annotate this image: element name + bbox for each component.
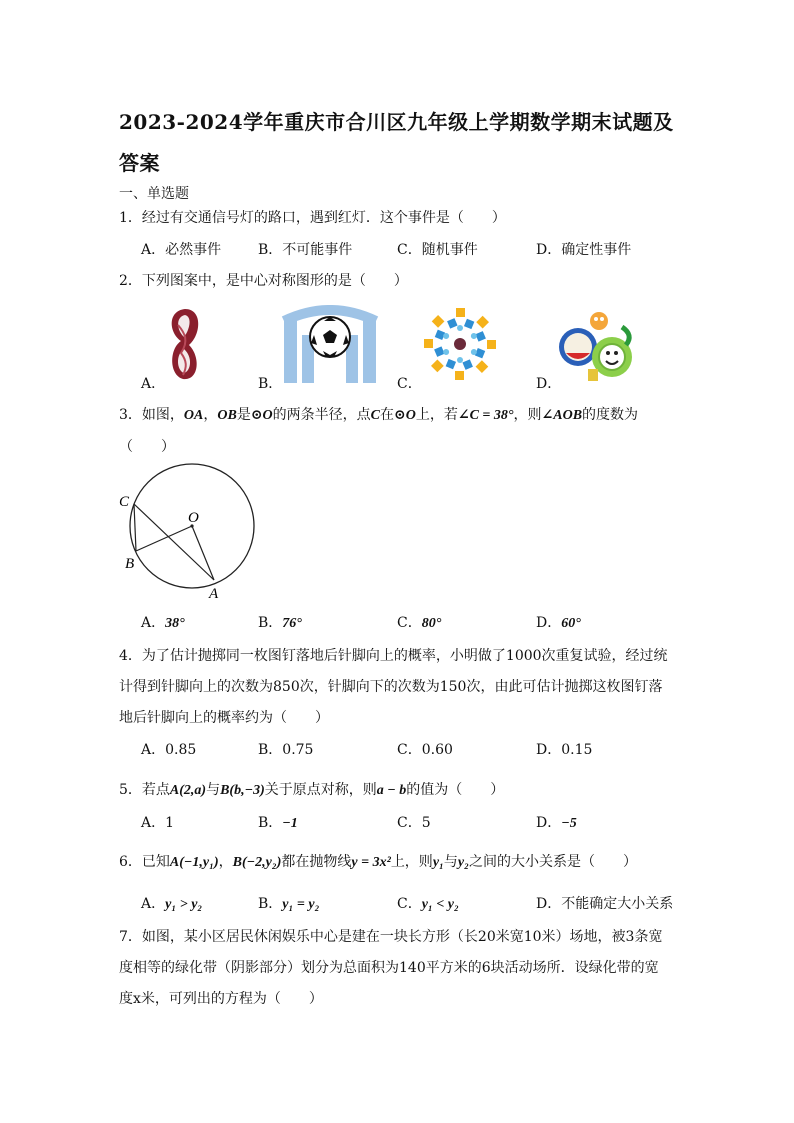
q6-text-2: 都在抛物线	[281, 854, 352, 870]
q6-parabola: y = 3x²	[351, 855, 391, 870]
q5-stem	[119, 779, 504, 799]
q6-option-b-value: y₁ = y₂	[282, 897, 320, 912]
q6-option-c-value: y₁ < y₂	[421, 897, 459, 912]
q6-option-d: D．不能确定大小关系	[536, 896, 674, 912]
q3-ob: OB	[217, 408, 237, 423]
q3-angle-aob: ∠AOB	[541, 408, 583, 423]
q1-stem: 1．经过有交通信号灯的路口，遇到红灯．这个事件是（ ）	[119, 210, 506, 226]
q7-stem-line2: 度相等的绿化带（阴影部分）划分为总面积为140平方米的6块活动场所．设绿化带的宽	[119, 960, 659, 976]
q7-stem-line3: 度x米，可列出的方程为（ ）	[119, 991, 323, 1007]
q6-y1: y₁	[432, 855, 444, 870]
q5-text-2: 与	[206, 782, 221, 798]
q3-label-a: A	[209, 586, 219, 602]
q4-option-d: D．0.15	[536, 742, 593, 758]
q2-option-c: C．	[397, 376, 422, 392]
q3-option-a-value: 38°	[165, 616, 185, 631]
q1-option-a: A．必然事件	[141, 242, 222, 258]
q2-image-c-mosaic	[419, 303, 501, 385]
q5-point-a: A(2,a)	[169, 783, 207, 798]
q2-image-d-faces	[556, 307, 638, 383]
q3-option-b-label: B．	[258, 615, 283, 631]
q3-answer-paren: （ ）	[119, 439, 175, 455]
q3-circle-o2: ⊙O	[394, 408, 416, 423]
q5-option-c: C．5	[397, 815, 431, 831]
q4-option-c: C．0.60	[397, 742, 453, 758]
q6-option-a-value: y₁ > y₂	[165, 897, 203, 912]
q3-text-1: 3．如图，	[119, 407, 184, 423]
q3-option-b-value: 76°	[282, 616, 302, 631]
q2-image-b-ball	[280, 305, 380, 383]
q6-text-5: 之间的大小关系是（ ）	[469, 854, 638, 870]
q1-option-d: D．确定性事件	[536, 242, 632, 258]
q4-option-b: B．0.75	[258, 742, 314, 758]
q3-stem	[119, 404, 638, 424]
q3-text-5: 上，若	[415, 407, 458, 423]
q3-option-a	[141, 612, 185, 632]
q3-option-c-label: C．	[397, 615, 422, 631]
q6-comma: ，	[218, 854, 233, 870]
q6-option-b	[258, 893, 319, 913]
q3-comma: ，	[203, 407, 218, 423]
q3-circle-o: ⊙O	[250, 408, 273, 423]
q6-option-a	[141, 893, 202, 913]
q3-text-2: 是	[236, 407, 251, 423]
q3-label-c: C	[119, 494, 130, 510]
q6-point-a: A(−1,y₁)	[169, 855, 219, 870]
q6-text-1: 6．已知	[119, 854, 170, 870]
q3-text-6: ，则	[513, 407, 542, 423]
q2-option-b: B．	[258, 376, 283, 392]
q3-circle-diagram	[116, 460, 266, 602]
q3-label-o: O	[188, 510, 199, 526]
q3-point-c: C	[370, 408, 381, 423]
q6-text-3: 上，则	[390, 854, 433, 870]
q5-expression: a − b	[376, 783, 407, 798]
q3-text-4: 在	[380, 407, 395, 423]
q7-stem-line1: 7．如图，某小区居民休闲娱乐中心是建在一块长方形（长20米宽10米）场地，被3条宽	[119, 929, 663, 945]
doc-title-line2: 答案	[119, 151, 160, 175]
q4-stem-line3: 地后针脚向上的概率约为（ ）	[119, 710, 329, 726]
q5-option-a: A．1	[141, 815, 175, 831]
q6-option-b-label: B．	[258, 896, 283, 912]
q6-point-b: B(−2,y₂)	[232, 855, 282, 870]
q6-y2: y₂	[457, 855, 470, 870]
q5-option-d-label: D．	[536, 815, 562, 831]
q5-text-1: 5．若点	[119, 782, 170, 798]
q6-text-4: 与	[443, 854, 458, 870]
q3-oa: OA	[183, 408, 204, 423]
q1-option-c: C．随机事件	[397, 242, 478, 258]
q3-text-3: 的两条半径，点	[272, 407, 371, 423]
q3-label-b: B	[125, 556, 135, 572]
q2-option-a: A．	[141, 376, 166, 392]
q4-option-a: A．0.85	[141, 742, 197, 758]
q3-option-c-value: 80°	[421, 616, 442, 631]
q5-option-b-label: B．	[258, 815, 283, 831]
q4-stem-line1: 4．为了估计抛掷同一枚图钉落地后针脚向上的概率，小明做了1000次重复试验，经过统	[119, 648, 668, 664]
q3-option-a-label: A．	[141, 615, 166, 631]
q5-point-b: B(b,−3)	[220, 783, 265, 798]
q1-option-b: B．不可能事件	[258, 242, 353, 258]
q5-option-b	[258, 812, 298, 832]
q6-option-c-label: C．	[397, 896, 422, 912]
q5-text-3: 关于原点对称，则	[264, 782, 377, 798]
q2-stem: 2．下列图案中，是中心对称图形的是（ ）	[119, 273, 408, 289]
q3-option-d-label: D．	[536, 615, 562, 631]
q5-option-b-value: −1	[282, 816, 298, 831]
q3-option-d-value: 60°	[561, 616, 581, 631]
section-heading: 一、单选题	[119, 186, 189, 202]
q3-option-d	[536, 612, 581, 632]
q2-image-a-emblem	[163, 305, 207, 383]
q5-text-4: 的值为（ ）	[406, 782, 505, 798]
q4-stem-line2: 计得到针脚向上的次数为850次，针脚向下的次数为150次，由此可估计抛掷这枚图钉落	[119, 679, 663, 695]
q3-option-b	[258, 612, 302, 632]
q3-angle-c: ∠C = 38°	[457, 408, 514, 423]
q5-option-d	[536, 812, 577, 832]
q6-option-a-label: A．	[141, 896, 166, 912]
q6-option-c	[397, 893, 459, 913]
q3-option-c	[397, 612, 441, 632]
q5-option-d-value: −5	[561, 816, 577, 831]
q3-text-7: 的度数为	[582, 407, 639, 423]
q6-stem	[119, 851, 637, 871]
doc-title-line1: 2023-2024学年重庆市合川区九年级上学期数学期末试题及	[119, 110, 674, 134]
q2-option-d: D．	[536, 376, 562, 392]
